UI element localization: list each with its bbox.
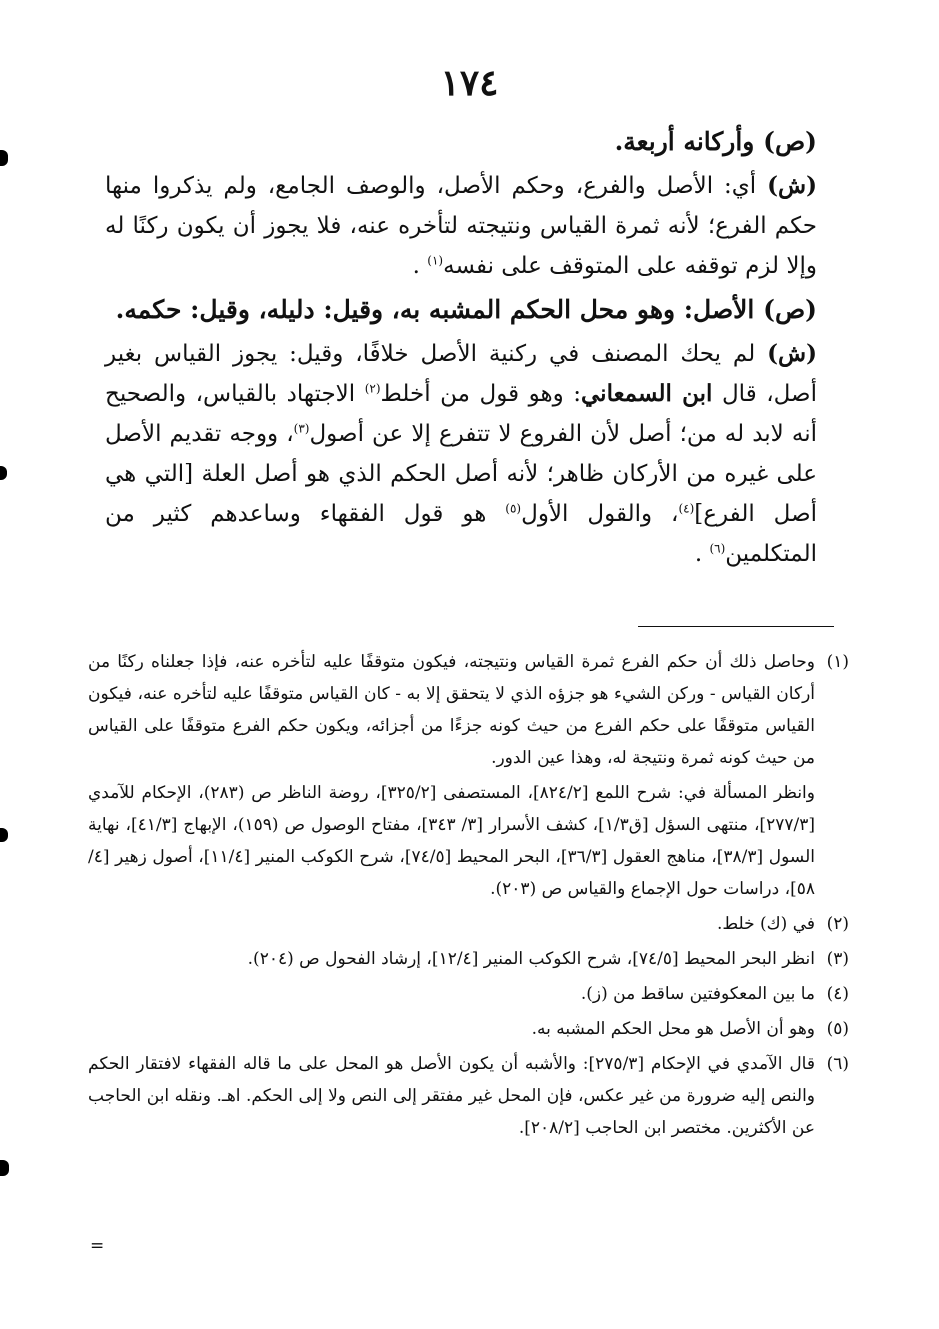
sentence-end: . bbox=[694, 541, 703, 567]
matn-text: الأصل: وهو محل الحكم المشبه به، وقيل: دليله، وقيل: حكمه. bbox=[115, 295, 755, 324]
footnote-ref[interactable]: (٤) bbox=[678, 501, 695, 516]
footnote-3 bbox=[88, 943, 849, 975]
scan-edge-mark bbox=[0, 150, 8, 166]
footnote-ref[interactable]: (١) bbox=[427, 253, 444, 268]
footnote-text: في (ك) خلط. bbox=[716, 914, 815, 934]
footnote-ref[interactable]: (٥) bbox=[505, 501, 522, 516]
sad-marker: (ص) bbox=[763, 127, 817, 156]
footnote-number: (١) bbox=[826, 652, 849, 672]
footnote-text: وهو أن الأصل هو محل الحكم المشبه به. bbox=[531, 1019, 815, 1039]
sharh-text: لم يحك المصنف في ركنية الأصل خلافًا، وقيل: يجوز القياس بغير أصل، قال bbox=[105, 341, 817, 407]
footnote-number: (٣) bbox=[826, 949, 849, 969]
sad-marker: (ص) bbox=[763, 295, 817, 324]
continuation-mark: = bbox=[90, 1236, 105, 1256]
footnote-text: وحاصل ذلك أن حكم الفرع ثمرة القياس ونتيجته، فيكون متوقفًا عليه لتأخره عنه، فإذا جعلناه ركنًا من أركان القياس - وركن الشيء هو جزؤه الذي لا يتحقق إلا به - كان القياس متوقفًا عليه لتأخره عنه، فيكون القياس متوقفًا على حكم الفرع من حيث كونه جزءًا من أجزائه، ويكون حكم الفرع متوقفًا على القياس من حيث كونه ثمرة ونتيجة له، وهذا عين الدور. bbox=[88, 652, 815, 768]
sharh-paragraph-2 bbox=[105, 334, 817, 574]
sentence-end: . bbox=[412, 253, 420, 279]
footnote-text: قال الآمدي في الإحكام [٢٧٥/٣]: والأشبه أن يكون الأصل هو المحل على ما قاله الفقهاء لافتقار الحكم والنص إليه ضرورة من غير عكس، فإن المحل غير مفتقر إلى النص ولا إلى الحكم. اهـ. ونقله ابن الحاجب عن الأكثرين. مختصر ابن الحاجب [٢٠٨/٢]. bbox=[88, 1054, 815, 1138]
footnote-text: انظر البحر المحيط [٧٤/٥]، شرح الكوكب المنير [١٢/٤]، إرشاد الفحول ص (٢٠٤). bbox=[247, 949, 815, 969]
scan-edge-mark bbox=[0, 828, 8, 842]
footnote-ref[interactable]: (٢) bbox=[364, 381, 381, 396]
sharh-text: الاجتهاد بالقياس، والصحيح أنه لابد له من؛ أصل لأن الفروع لا تتفرع إلا عن أصول bbox=[105, 381, 817, 447]
footnote-5 bbox=[88, 1013, 849, 1045]
footnote-text: ما بين المعكوفتين ساقط من (ز). bbox=[580, 984, 815, 1004]
footnote-number: (٤) bbox=[826, 984, 849, 1004]
shin-marker: (ش) bbox=[767, 340, 817, 367]
footnote-number: (٦) bbox=[826, 1054, 849, 1074]
sharh-text: ، ووجه تقديم الأصل على غيره من الأركان ظاهر؛ لأنه أصل الحكم الذي هو أصل العلة [التي هي أصل الفرع] bbox=[105, 421, 817, 527]
sharh-text: ، والقول الأول bbox=[521, 501, 679, 527]
matn-paragraph-2 bbox=[105, 290, 817, 330]
sharh-paragraph-1 bbox=[105, 166, 817, 286]
sharh-text: أي: الأصل والفرع، وحكم الأصل، والوصف الجامع، ولم يذكروا منها حكم الفرع؛ لأنه ثمرة القياس ونتيجته لتأخره عنه، فلا يجوز أن يكون ركنًا له وإلا لزم توقفه على المتوقف على نفسه bbox=[105, 173, 817, 279]
author-name: ابن السمعاني bbox=[581, 380, 713, 407]
shin-marker: (ش) bbox=[767, 172, 817, 199]
footnote-4 bbox=[88, 978, 849, 1010]
footnote-ref[interactable]: (٣) bbox=[293, 421, 310, 436]
sharh-text: هو قول الفقهاء وساعدهم كثير من المتكلمين bbox=[105, 501, 817, 567]
scan-edge-mark bbox=[0, 1160, 9, 1176]
footnote-number: (٥) bbox=[826, 1019, 849, 1039]
footnote-ref[interactable]: (٦) bbox=[709, 541, 726, 556]
footnote-1-references bbox=[88, 777, 849, 905]
footnote-2 bbox=[88, 908, 849, 940]
footnotes bbox=[88, 646, 849, 1147]
footnote-text: وانظر المسألة في: شرح اللمع [٨٢٤/٢]، المستصفى [٣٢٥/٢]، روضة الناظر ص (٢٨٣)، الإحكام للآمدي [٢٧٧/٣]، منتهى السؤل [ق١/٣]، كشف الأسرار [٣/ ٣٤٣]، مفتاح الوصول ص (١٥٩)، الإبهاج [٤١/٣]، نهاية السول [٣٨/٣]، مناهج العقول [٣٦/٣]، البحر المحيط [٧٤/٥]، شرح الكوكب المنير [١١/٤]، أصول زهير [٤/ ٥٨]، دراسات حول الإجماع والقياس ص (٢٠٣). bbox=[88, 783, 815, 899]
matn-paragraph-1 bbox=[105, 122, 817, 162]
footnote-6 bbox=[88, 1048, 849, 1144]
footnote-1 bbox=[88, 646, 849, 774]
main-text bbox=[105, 122, 817, 578]
page-number: ١٧٤ bbox=[440, 62, 499, 104]
sharh-text: : وهو قول من أخلط bbox=[380, 381, 581, 407]
matn-text: وأركانه أربعة. bbox=[614, 127, 755, 156]
footnote-number: (٢) bbox=[826, 914, 849, 934]
footnote-separator bbox=[638, 626, 834, 627]
scan-edge-mark bbox=[0, 466, 7, 480]
